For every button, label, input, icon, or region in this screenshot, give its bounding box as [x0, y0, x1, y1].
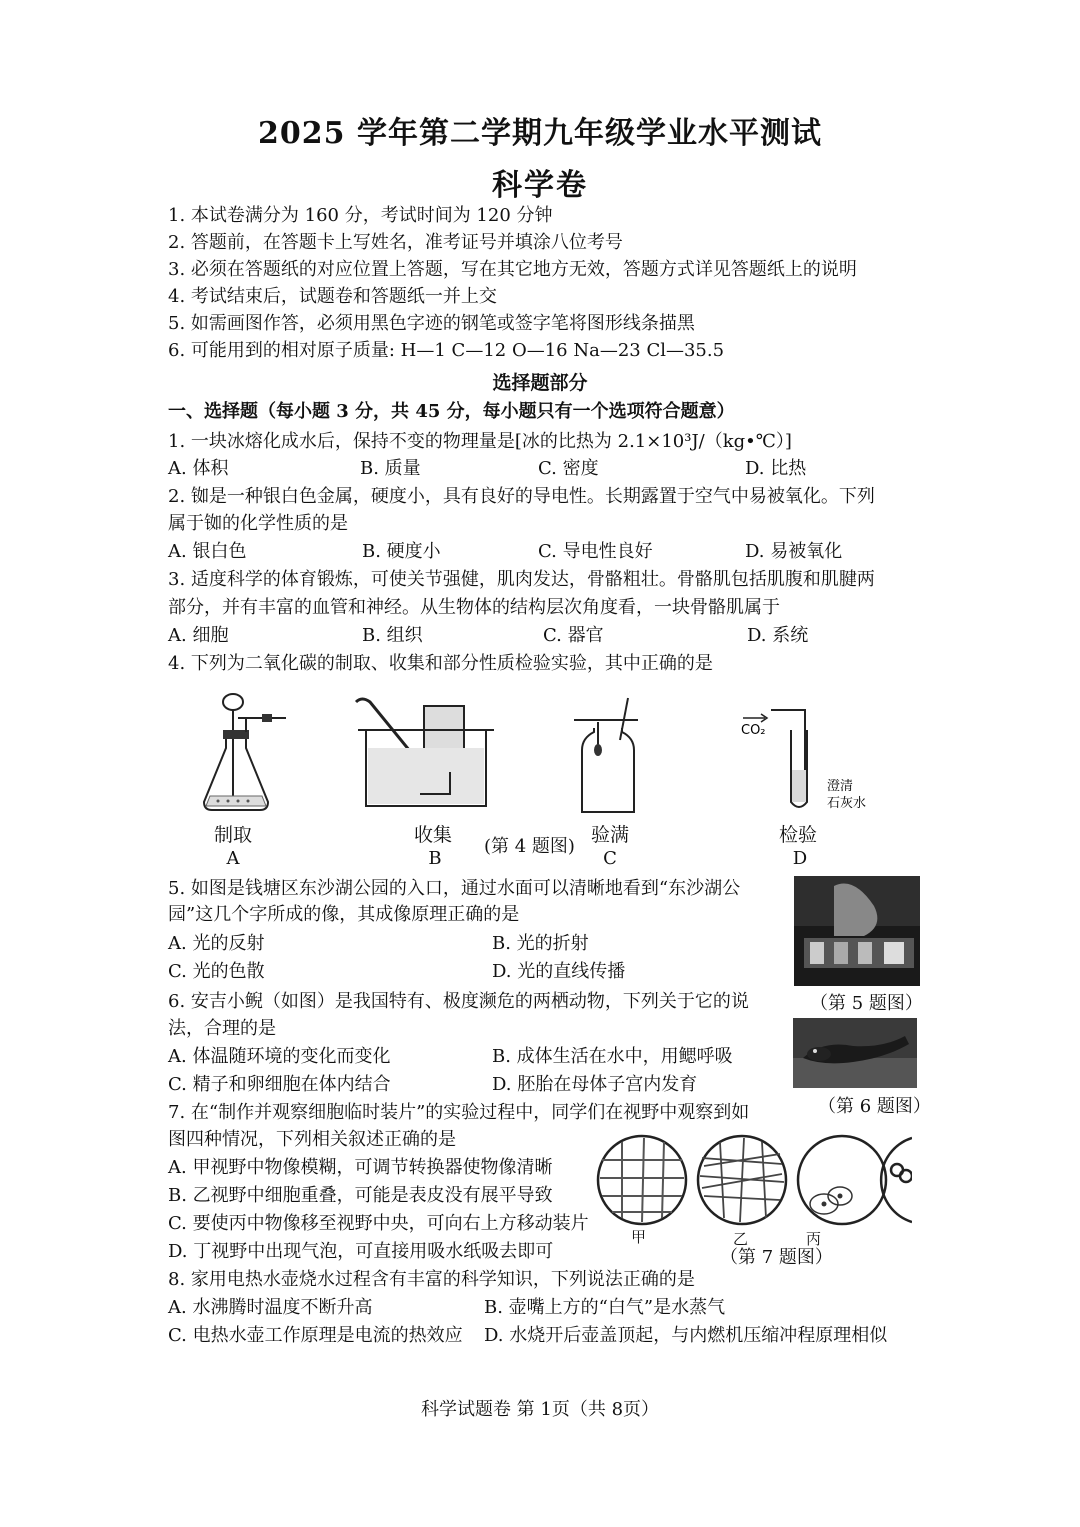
q7-figure-caption: （第 7 题图） [720, 1247, 833, 1268]
instruction-3: 3. 必须在答题纸的对应位置上答题，写在其它地方无效，答题方式详见答题纸上的说明 [168, 259, 857, 280]
q5-option-a: A. 光的反射 [168, 933, 265, 954]
q3-option-c: C. 器官 [543, 625, 604, 646]
q7-option-a: A. 甲视野中物像模糊，可调节转换器使物像清晰 [168, 1157, 553, 1178]
q6-stem-line2: 法，合理的是 [168, 1018, 276, 1039]
page-footer: 科学试题卷 第 1页（共 8页） [420, 1399, 660, 1420]
q5-option-d: D. 光的直线传播 [492, 961, 626, 982]
q4-figure-c-bottle [568, 692, 648, 820]
q4-limewater-line1: 澄清 [827, 779, 854, 794]
q7-view-yi [698, 1136, 786, 1224]
q3-stem-line2: 部分，并有丰富的血管和神经。从生物体的结构层次角度看，一块骨骼肌属于 [168, 597, 780, 618]
q7-view-label-bing: 丙 [806, 1230, 822, 1248]
q5-park-photo [794, 876, 920, 986]
section-heading-rest: （每小题 3 分，共 45 分，每小题只有一个选项符合题意） [258, 401, 735, 422]
q2-option-c: C. 导电性良好 [538, 541, 653, 562]
q4-stem: 4. 下列为二氧化碳的制取、收集和部分性质检验实验，其中正确的是 [168, 653, 713, 674]
q3-option-d: D. 系统 [747, 625, 809, 646]
q8-option-a: A. 水沸腾时温度不断升高 [168, 1297, 373, 1318]
q7-view-label-jia: 甲 [631, 1228, 647, 1246]
q4-panel-a-name: 制取 [213, 824, 252, 846]
exam-title: 2025 学年第二学期九年级学业水平测试 [258, 116, 822, 151]
q2-option-b: B. 硬度小 [362, 541, 441, 562]
q3-stem-line1: 3. 适度科学的体育锻炼，可使关节强健，肌肉发达，骨骼粗壮。骨骼肌包括肌腹和肌腱两 [168, 569, 875, 590]
q6-stem-line1: 6. 安吉小鲵（如图）是我国特有、极度濒危的两栖动物，下列关于它的说 [168, 991, 749, 1012]
q1-option-d: D. 比热 [745, 458, 807, 479]
q4-figure-d-test-tube [735, 704, 885, 814]
q4-figure-caption: (第 4 题图) [484, 836, 575, 857]
q4-panel-d-name: 检验 [778, 824, 817, 846]
section-title: 选择题部分 [492, 372, 588, 394]
q7-microscope-views [592, 1130, 912, 1230]
q6-option-d: D. 胚胎在母体子宫内发育 [492, 1074, 698, 1095]
q6-option-c: C. 精子和卵细胞在体内结合 [168, 1074, 391, 1095]
instruction-4: 4. 考试结束后，试题卷和答题纸一并上交 [168, 286, 497, 307]
q8-option-c: C. 电热水壶工作原理是电流的热效应 [168, 1325, 463, 1346]
instruction-1: 1. 本试卷满分为 160 分，考试时间为 120 分钟 [168, 205, 553, 226]
q7-stem-line1: 7. 在“制作并观察细胞临时装片”的实验过程中，同学们在视野中观察到如 [168, 1102, 750, 1123]
q2-option-d: D. 易被氧化 [745, 541, 843, 562]
q3-option-a: A. 细胞 [168, 625, 229, 646]
exam-subtitle: 科学卷 [492, 168, 588, 203]
section-heading [168, 399, 735, 425]
q5-stem-line2: 园”这几个字所成的像，其成像原理正确的是 [168, 904, 520, 925]
q8-stem: 8. 家用电热水壶烧水过程含有丰富的科学知识，下列说法正确的是 [168, 1269, 695, 1290]
instruction-5: 5. 如需画图作答，必须用黑色字迹的钢笔或签字笔将图形线条描黑 [168, 313, 695, 334]
q2-option-a: A. 银白色 [168, 541, 247, 562]
q1-option-b: B. 质量 [360, 458, 421, 479]
q7-view-label-yi: 乙 [733, 1230, 749, 1248]
q7-stem-line2: 图四种情况，下列相关叙述正确的是 [168, 1129, 456, 1150]
q8-option-d: D. 水烧开后壶盖顶起，与内燃机压缩冲程原理相似 [484, 1325, 888, 1346]
q1-stem: 1. 一块冰熔化成水后，保持不变的物理量是[冰的比热为 2.1×10³J/（kg•℃）] [168, 431, 792, 452]
q4-panel-b-name: 收集 [413, 824, 452, 846]
q6-figure-caption: （第 6 题图） [818, 1096, 931, 1117]
q1-option-c: C. 密度 [538, 458, 599, 479]
q7-option-c: C. 要使丙中物像移至视野中央，可向右上方移动装片 [168, 1213, 589, 1234]
q7-view-jia [598, 1136, 686, 1224]
section-heading-bold: 一、选择题 [168, 401, 258, 422]
q7-option-d: D. 丁视野中出现气泡，可直接用吸水纸吸去即可 [168, 1241, 554, 1262]
q4-panel-a-letter: A [226, 848, 240, 869]
q2-stem-line1: 2. 铷是一种银白色金属，硬度小，具有良好的导电性。长期露置于空气中易被氧化。下列 [168, 486, 875, 507]
q7-view-bing [798, 1136, 886, 1224]
q2-stem-line2: 属于铷的化学性质的是 [168, 513, 348, 534]
q4-panel-d-letter: D [792, 848, 808, 869]
q4-panel-b-letter: B [428, 848, 442, 869]
q4-limewater-line2: 石灰水 [827, 796, 867, 811]
q5-figure-caption: （第 5 题图） [810, 993, 923, 1014]
q3-option-b: B. 组织 [362, 625, 423, 646]
q7-option-b: B. 乙视野中细胞重叠，可能是表皮没有展平导致 [168, 1185, 553, 1206]
q4-co2-label: CO₂ [741, 723, 766, 738]
q6-option-b: B. 成体生活在水中，用鳃呼吸 [492, 1046, 733, 1067]
q4-figure-b-trough [350, 696, 500, 816]
instruction-6: 6. 可能用到的相对原子质量: H—1 C—12 O—16 Na—23 Cl—35.5 [168, 340, 725, 361]
q1-option-a: A. 体积 [168, 458, 229, 479]
q5-stem-line1: 5. 如图是钱塘区东沙湖公园的入口，通过水面可以清晰地看到“东沙湖公 [168, 878, 741, 899]
q6-salamander-photo [793, 1018, 917, 1088]
q5-option-b: B. 光的折射 [492, 933, 589, 954]
q5-option-c: C. 光的色散 [168, 961, 265, 982]
q4-figure-a-flask [198, 688, 298, 816]
q4-panel-c-name: 验满 [590, 824, 629, 846]
instruction-2: 2. 答题前，在答题卡上写姓名，准考证号并填涂八位考号 [168, 232, 623, 253]
q8-option-b: B. 壶嘴上方的“白气”是水蒸气 [484, 1297, 726, 1318]
q4-panel-c-letter: C [603, 848, 617, 869]
q6-option-a: A. 体温随环境的变化而变化 [168, 1046, 391, 1067]
